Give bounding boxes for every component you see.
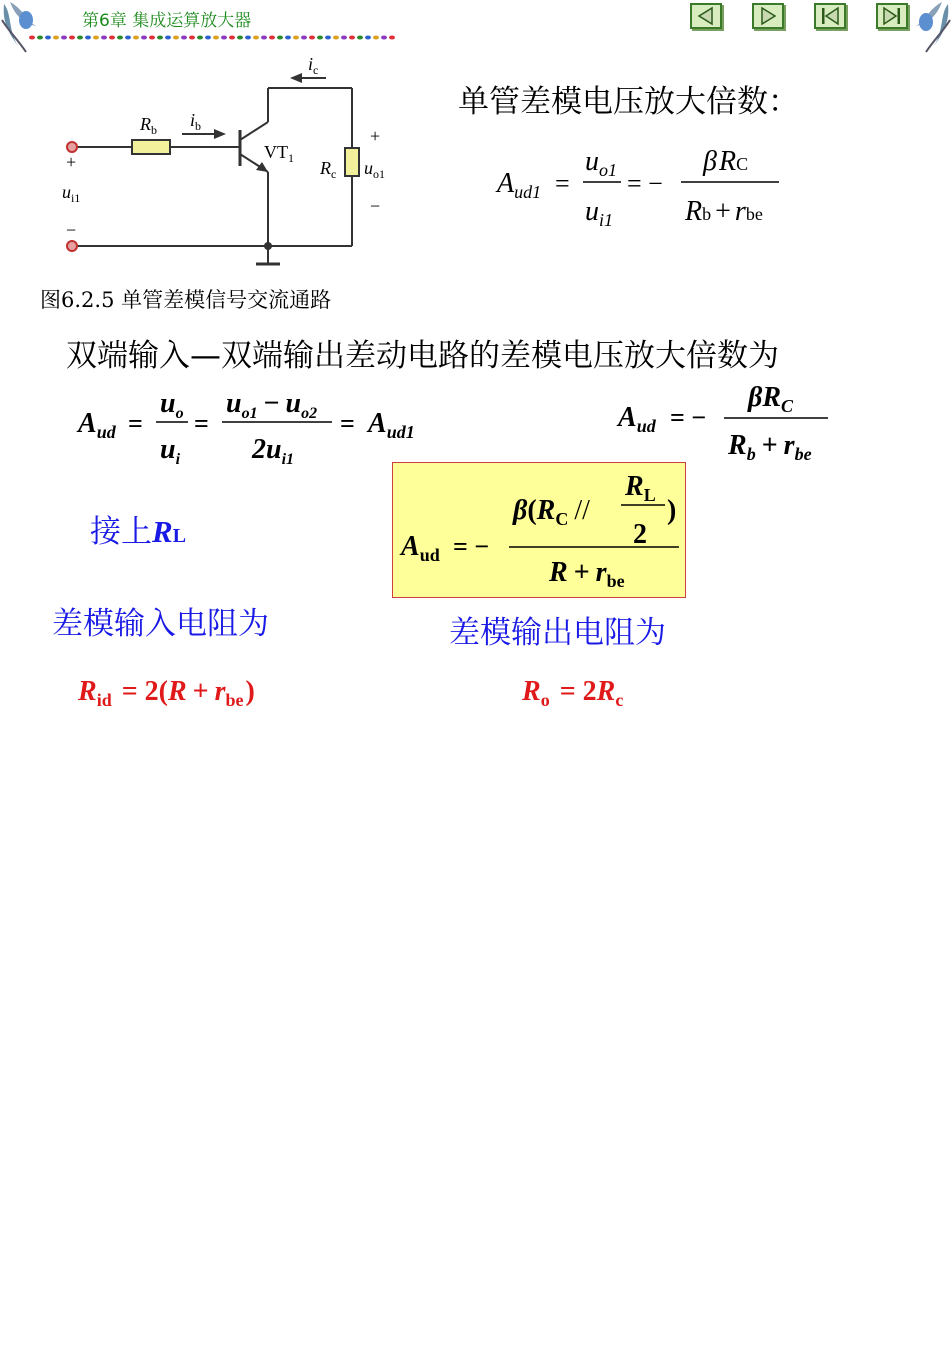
divider-dot <box>37 36 43 40</box>
corner-ornament-right-icon <box>910 0 952 56</box>
divider-dot <box>365 36 371 40</box>
dotted-divider <box>28 35 396 40</box>
double-gain-title: 双端输入—双端输出差动电路的差模电压放大倍数为 <box>66 338 779 374</box>
svg-text:Aud: $A_{ud}$ <box>618 402 656 436</box>
first-page-button[interactable] <box>814 3 846 29</box>
load-gain-box <box>392 462 686 598</box>
label-ib: $i_b$ <box>190 110 202 133</box>
divider-dot <box>237 36 243 40</box>
divider-dot <box>45 36 51 40</box>
divider-dot <box>149 36 155 40</box>
next-page-button[interactable] <box>752 3 784 29</box>
svg-text:β(RC//: $\beta(R_C$ // <box>513 495 590 529</box>
svg-text:): ) <box>667 495 677 526</box>
label-vt1: $VT_1$ <box>264 142 294 165</box>
divider-dot <box>373 36 379 40</box>
svg-text:Aud1: $A_{ud1}$ <box>497 168 542 202</box>
divider-dot <box>333 36 339 40</box>
divider-dot <box>285 36 291 40</box>
svg-text:=: = <box>194 409 209 438</box>
divider-dot <box>133 36 139 40</box>
divider-dot <box>245 36 251 40</box>
divider-dot <box>293 36 299 40</box>
divider-dot <box>349 36 355 40</box>
chapter-title: 第6章 集成运算放大器 <box>82 11 252 31</box>
input-resistance-formula <box>76 664 316 720</box>
label-rc: $R_c$ <box>320 158 337 181</box>
divider-dot <box>389 36 395 40</box>
divider-dot <box>181 36 187 40</box>
resistor-rc <box>345 148 359 176</box>
divider-dot <box>221 36 227 40</box>
svg-text:=: = <box>128 409 143 438</box>
svg-text:uo1: $u_{o1}$ <box>585 146 617 180</box>
divider-dot <box>157 36 163 40</box>
divider-dot <box>261 36 267 40</box>
last-icon <box>878 5 906 27</box>
svg-text:Ro= 2Rc: $R_o = 2R_c$ <box>522 676 624 710</box>
divider-dot <box>117 36 123 40</box>
divider-dot <box>253 36 259 40</box>
svg-text:2ui1: $2u_{i1}$ <box>252 434 295 468</box>
svg-text:= −: = − <box>627 169 663 198</box>
divider-dot <box>301 36 307 40</box>
input-resistance-title: 差模输入电阻为 <box>52 606 269 642</box>
prev-icon <box>692 5 720 27</box>
divider-dot <box>269 36 275 40</box>
double-gain-formula-2 <box>616 376 846 472</box>
circuit-diagram <box>50 50 410 280</box>
divider-dot <box>125 36 131 40</box>
svg-text:Rid= 2(R+rbe): $R_{id} = 2(R + r_{be})$ <box>78 676 255 710</box>
svg-text:Rb+rbe: $R_b + r_{be}$ <box>728 430 812 464</box>
divider-dot <box>325 36 331 40</box>
output-resistance-formula <box>520 664 680 720</box>
divider-dot <box>77 36 83 40</box>
divider-dot <box>213 36 219 40</box>
svg-text:βRC: $\beta R_C$ <box>748 382 794 416</box>
header <box>0 0 952 50</box>
label-in-plus: + <box>66 152 77 172</box>
divider-dot <box>173 36 179 40</box>
svg-text:R+rbe: $R + r_{be}$ <box>549 557 625 591</box>
single-gain-formula <box>495 140 795 236</box>
svg-text:Aud1: $A_{ud1}$ <box>368 408 415 442</box>
label-in-minus: − <box>66 220 77 240</box>
corner-ornament-left-icon <box>0 0 42 56</box>
figure-caption: 图6.2.5 单管差模信号交流通路 <box>40 288 332 312</box>
single-gain-title: 单管差模电压放大倍数： <box>458 84 799 120</box>
divider-dot <box>229 36 235 40</box>
resistor-rb <box>132 140 170 154</box>
last-page-button[interactable] <box>876 3 908 29</box>
double-gain-formula-1 <box>76 384 436 474</box>
divider-dot <box>341 36 347 40</box>
divider-dot <box>109 36 115 40</box>
divider-dot <box>85 36 91 40</box>
svg-text:= −: = − <box>670 403 707 432</box>
divider-dot <box>69 36 75 40</box>
label-rb: $R_b$ <box>140 114 157 137</box>
svg-text:βRC: βRC <box>703 146 749 177</box>
first-icon <box>816 5 844 27</box>
label-out-minus: − <box>370 196 381 216</box>
label-out-plus: + <box>370 126 381 146</box>
output-resistance-title: 差模输出电阻为 <box>449 615 666 651</box>
divider-dot <box>29 36 35 40</box>
svg-text:ui: $u_i$ <box>160 434 181 468</box>
divider-dot <box>189 36 195 40</box>
divider-dot <box>317 36 323 40</box>
prev-page-button[interactable] <box>690 3 722 29</box>
svg-text:uo: $u_o$ <box>160 388 184 422</box>
divider-dot <box>53 36 59 40</box>
label-uo1: $u_{o1}$ <box>364 158 385 181</box>
divider-dot <box>141 36 147 40</box>
divider-dot <box>309 36 315 40</box>
svg-text:uo1−uo2: $u_{o1} - u_{o2}$ <box>226 388 318 422</box>
svg-text:Aud: $A_{ud}$ <box>78 408 116 442</box>
svg-text:ui1: $u_{i1}$ <box>585 196 614 230</box>
divider-dot <box>277 36 283 40</box>
next-icon <box>754 5 782 27</box>
divider-dot <box>357 36 363 40</box>
connect-load-label: 接上RL <box>90 514 187 550</box>
label-ic: $i_c$ <box>308 54 319 77</box>
svg-text:RL: $R_L$ <box>625 471 656 505</box>
svg-text:Aud: $A_{ud}$ <box>401 531 440 565</box>
label-ui1: $u_{i1}$ <box>62 182 81 205</box>
divider-dot <box>381 36 387 40</box>
divider-dot <box>101 36 107 40</box>
svg-text:=: = <box>555 169 570 198</box>
divider-dot <box>61 36 67 40</box>
divider-dot <box>93 36 99 40</box>
divider-dot <box>197 36 203 40</box>
svg-text:= −: = − <box>453 532 490 561</box>
svg-text:2: 2 <box>633 519 647 550</box>
svg-text:Rb+rbe: Rb + rbe <box>685 196 763 227</box>
divider-dot <box>165 36 171 40</box>
load-gain-formula <box>393 463 684 596</box>
divider-dot <box>205 36 211 40</box>
svg-text:=: = <box>340 409 355 438</box>
